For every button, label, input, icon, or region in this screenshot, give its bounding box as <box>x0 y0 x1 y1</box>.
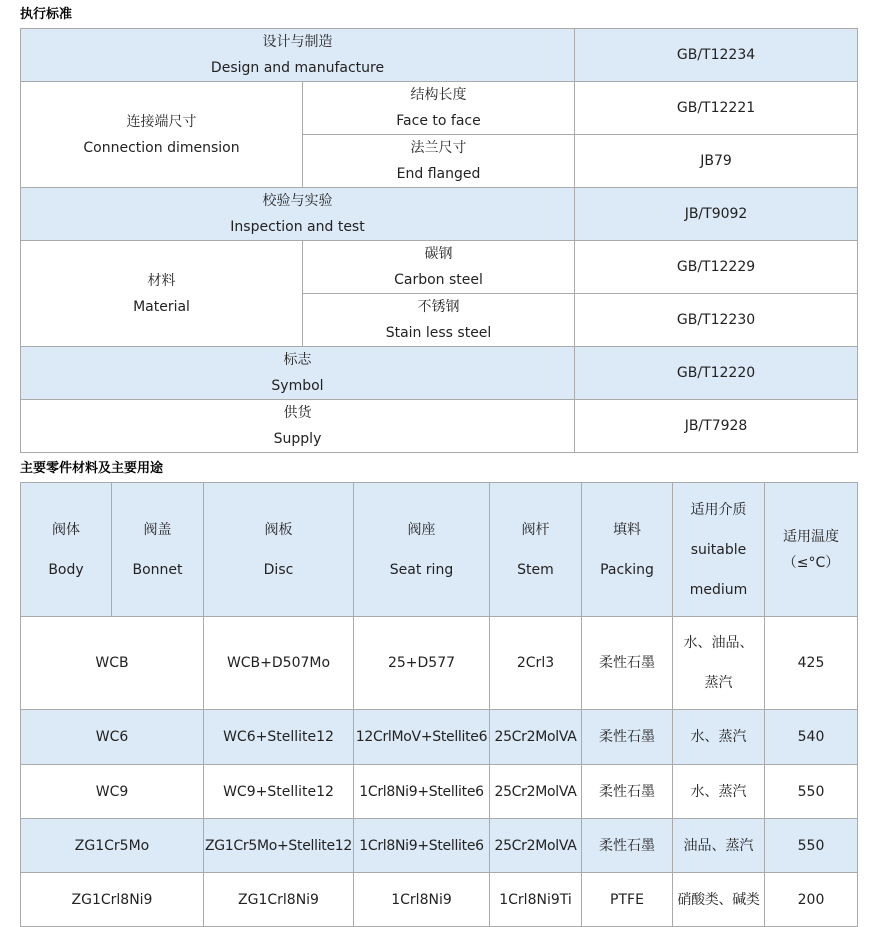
cell-packing: 柔性石墨 <box>582 765 673 819</box>
standard-value: GB/T12234 <box>575 29 858 82</box>
header-temperature <box>765 483 858 617</box>
standards-table <box>20 28 858 453</box>
cell-packing: 柔性石墨 <box>582 819 673 873</box>
table-row <box>21 188 858 241</box>
cell-temperature: 425 <box>765 617 858 710</box>
standard-label-cn: 标志 <box>283 352 312 368</box>
header-seat-ring <box>354 483 490 617</box>
header-en: Packing <box>600 561 654 578</box>
standard-value: GB/T12230 <box>575 294 858 347</box>
table-row <box>21 241 858 294</box>
table-row <box>21 765 858 819</box>
cell-body-bonnet: WC9 <box>21 765 204 819</box>
standard-label-cn: 设计与制造 <box>262 34 333 50</box>
standard-label <box>303 241 575 294</box>
cell-temperature: 200 <box>765 873 858 927</box>
cell-temperature: 550 <box>765 765 858 819</box>
table-row <box>21 819 858 873</box>
cell-medium: 水、蒸汽 <box>673 765 765 819</box>
cell-stem: 2Crl3 <box>490 617 582 710</box>
standard-label-en: Design and manufacture <box>210 60 385 76</box>
medium-line: 蒸汽 <box>704 675 733 691</box>
cell-temperature: 550 <box>765 819 858 873</box>
table-row <box>21 617 858 710</box>
standard-label-en: End flanged <box>396 166 481 182</box>
standard-group-en: Material <box>133 298 190 315</box>
cell-medium <box>673 617 765 710</box>
standard-label-en: Stain less steel <box>385 325 492 341</box>
table-row <box>21 347 858 400</box>
materials-table <box>20 482 858 927</box>
standard-label-cn: 法兰尺寸 <box>410 140 467 156</box>
table-row <box>21 82 858 135</box>
cell-disc: WCB+D507Mo <box>204 617 354 710</box>
standard-label-cn: 供货 <box>283 405 312 421</box>
standard-label <box>21 29 575 82</box>
table-row <box>21 710 858 765</box>
header-cn: 阀杆 <box>521 521 550 538</box>
cell-disc: ZG1Crl8Ni9 <box>204 873 354 927</box>
medium-line: 水、油品、 <box>683 635 754 651</box>
standard-label <box>303 294 575 347</box>
cell-packing: 柔性石墨 <box>582 617 673 710</box>
standard-group-label <box>21 82 303 188</box>
standard-group-label <box>21 241 303 347</box>
standard-label-cn: 结构长度 <box>410 87 467 103</box>
header-en: Stem <box>517 561 554 578</box>
standard-label <box>21 347 575 400</box>
cell-stem: 1Crl8Ni9Ti <box>490 873 582 927</box>
cell-body-bonnet: WC6 <box>21 710 204 765</box>
cell-stem: 25Cr2MolVA <box>490 765 582 819</box>
header-en: medium <box>689 581 748 598</box>
header-medium <box>673 483 765 617</box>
header-en: Seat ring <box>389 561 454 578</box>
standard-label-en: Supply <box>273 431 322 447</box>
table-header-row <box>21 483 858 617</box>
cell-packing: PTFE <box>582 873 673 927</box>
header-en: Bonnet <box>132 561 183 578</box>
standard-label-en: Symbol <box>271 378 324 394</box>
cell-disc: WC9+Stellite12 <box>204 765 354 819</box>
table-row <box>21 873 858 927</box>
header-en: （≤°C） <box>782 554 840 571</box>
cell-medium: 水、蒸汽 <box>673 710 765 765</box>
header-packing <box>582 483 673 617</box>
cell-seat: 25+D577 <box>354 617 490 710</box>
standard-group-cn: 材料 <box>147 272 176 289</box>
table-row <box>21 29 858 82</box>
header-en: suitable <box>690 541 747 558</box>
standard-value: JB/T9092 <box>575 188 858 241</box>
standard-value: GB/T12221 <box>575 82 858 135</box>
standard-label <box>303 135 575 188</box>
header-disc <box>204 483 354 617</box>
header-cn: 阀体 <box>52 521 80 538</box>
cell-stem: 25Cr2MolVA <box>490 710 582 765</box>
cell-body-bonnet: WCB <box>21 617 204 710</box>
standard-value: JB79 <box>575 135 858 188</box>
header-body <box>21 483 112 617</box>
header-cn: 阀盖 <box>143 521 172 538</box>
header-cn: 阀板 <box>264 521 293 538</box>
standards-section-title: 执行标准 <box>20 7 73 22</box>
cell-packing: 柔性石墨 <box>582 710 673 765</box>
cell-medium: 硝酸类、碱类 <box>673 873 765 927</box>
header-cn: 适用温度 <box>783 528 839 545</box>
standard-label-en: Carbon steel <box>394 272 483 288</box>
standard-group-en: Connection dimension <box>83 139 240 156</box>
header-en: Disc <box>263 561 294 578</box>
cell-body-bonnet: ZG1Crl8Ni9 <box>21 873 204 927</box>
header-stem <box>490 483 582 617</box>
standard-label-cn: 不锈钢 <box>417 299 460 315</box>
standard-label <box>21 188 575 241</box>
table-row <box>21 400 858 453</box>
cell-medium: 油品、蒸汽 <box>673 819 765 873</box>
standard-label <box>21 400 575 453</box>
standard-label-en: Inspection and test <box>230 219 365 235</box>
header-cn: 阀座 <box>407 521 436 538</box>
header-cn: 填料 <box>613 521 641 538</box>
cell-disc: WC6+Stellite12 <box>204 710 354 765</box>
standard-group-cn: 连接端尺寸 <box>126 113 197 130</box>
standard-value: GB/T12229 <box>575 241 858 294</box>
standard-value: GB/T12220 <box>575 347 858 400</box>
header-cn: 适用介质 <box>690 501 747 518</box>
cell-seat: 1Crl8Ni9+Stellite6 <box>354 765 490 819</box>
standard-label-cn: 碳钢 <box>424 246 453 262</box>
header-bonnet <box>112 483 204 617</box>
cell-seat: 12CrlMoV+Stellite6 <box>354 710 490 765</box>
cell-seat: 1Crl8Ni9+Stellite6 <box>354 819 490 873</box>
standard-label-en: Face to face <box>396 113 481 129</box>
standard-label <box>303 82 575 135</box>
cell-stem: 25Cr2MolVA <box>490 819 582 873</box>
cell-disc: ZG1Cr5Mo+Stellite12 <box>204 819 354 873</box>
cell-seat: 1Crl8Ni9 <box>354 873 490 927</box>
standard-value: JB/T7928 <box>575 400 858 453</box>
cell-temperature: 540 <box>765 710 858 765</box>
header-en: Body <box>48 561 84 578</box>
cell-body-bonnet: ZG1Cr5Mo <box>21 819 204 873</box>
materials-section-title: 主要零件材料及主要用途 <box>20 461 164 476</box>
standard-label-cn: 校验与实验 <box>262 193 333 209</box>
